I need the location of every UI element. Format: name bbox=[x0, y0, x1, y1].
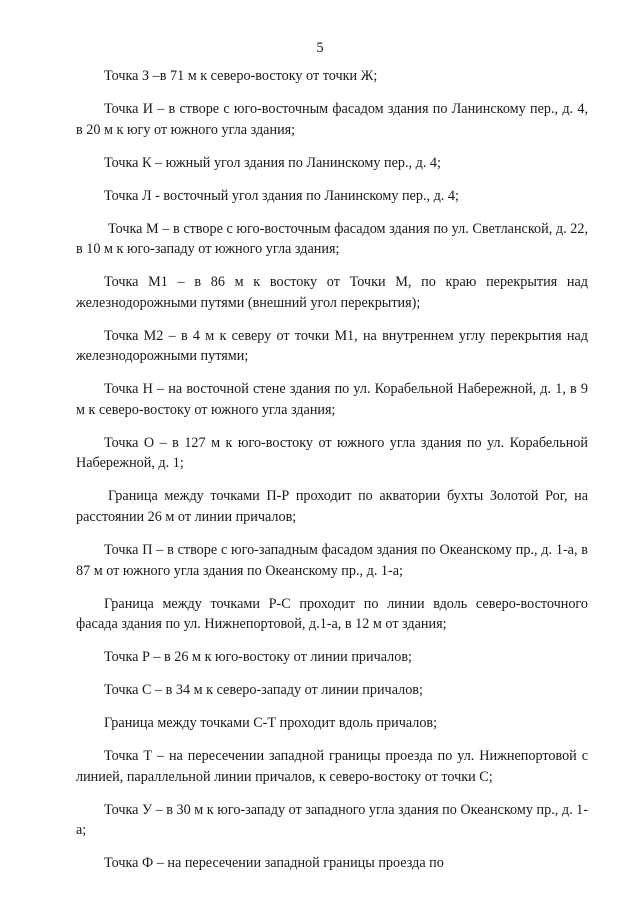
point-m1-paragraph: Точка М1 – в 86 м к востоку от Точки М, по краю перекрытия над железнодорожными путями (внешний угол перекрытия); bbox=[76, 274, 588, 311]
point-o-paragraph: Точка О – в 127 м к юго-востоку от южного угла здания по ул. Корабельной Набережной, д. 1; bbox=[76, 434, 588, 472]
boundary-s-t-paragraph: Граница между точками С-Т проходит вдоль причалов; bbox=[104, 715, 438, 732]
point-n-paragraph: Точка Н – на восточной стене здания по ул. Корабельной Набережной, д. 1, в 9 м к северо-востоку от южного угла здания; bbox=[76, 381, 588, 418]
point-m2-paragraph: Точка М2 – в 4 м к северу от точки М1, на внутреннем углу перекрытия над железнодорожными путями; bbox=[76, 327, 588, 365]
point-i-paragraph: Точка И – в створе с юго-восточным фасадом здания по Ланинскому пер., д. 4, в 20 м к югу от южного угла здания; bbox=[76, 100, 588, 138]
boundary-r-s-paragraph: Граница между точками Р-С проходит по линии вдоль северо-восточного фасада здания по ул. Нижнепортовой, д.1-а, в 12 м от здания; bbox=[76, 595, 588, 633]
point-f-paragraph: Точка Ф – на пересечении западной границы проезда по bbox=[104, 855, 444, 872]
point-s-paragraph: Точка С – в 34 м к северо-западу от линии причалов; bbox=[104, 682, 423, 699]
point-t-paragraph: Точка Т – на пересечении западной границы проезда по ул. Нижнепортовой с линией, параллельной линии причалов, к северо-востоку от точки С; bbox=[76, 748, 588, 785]
page-number: 5 bbox=[316, 40, 324, 56]
boundary-p-r-paragraph: Граница между точками П-Р проходит по акватории бухты Золотой Рог, на расстоянии 26 м от линии причалов; bbox=[76, 488, 588, 526]
point-l-paragraph: Точка Л - восточный угол здания по Ланинскому пер., д. 4; bbox=[104, 187, 459, 204]
point-m-paragraph: Точка М – в створе с юго-восточным фасадом здания по ул. Светланской, д. 22, в 10 м к юго-западу от южного угла здания; bbox=[76, 220, 588, 258]
point-u-paragraph: Точка У – в 30 м к юго-западу от западного угла здания по Океанскому пр., д. 1-а; bbox=[76, 801, 588, 839]
point-k-paragraph: Точка К – южный угол здания по Ланинскому пер., д. 4; bbox=[104, 154, 441, 171]
point-p-paragraph: Точка П – в створе с юго-западным фасадом здания по Океанскому пр., д. 1-а, в 87 м от южного угла здания по Океанскому пр., д. 1-а; bbox=[76, 542, 588, 579]
point-r-paragraph: Точка Р – в 26 м к юго-востоку от линии причалов; bbox=[104, 649, 412, 666]
document-body bbox=[76, 66, 588, 886]
point-z-paragraph: Точка З –в 71 м к северо-востоку от точки Ж; bbox=[104, 68, 378, 84]
